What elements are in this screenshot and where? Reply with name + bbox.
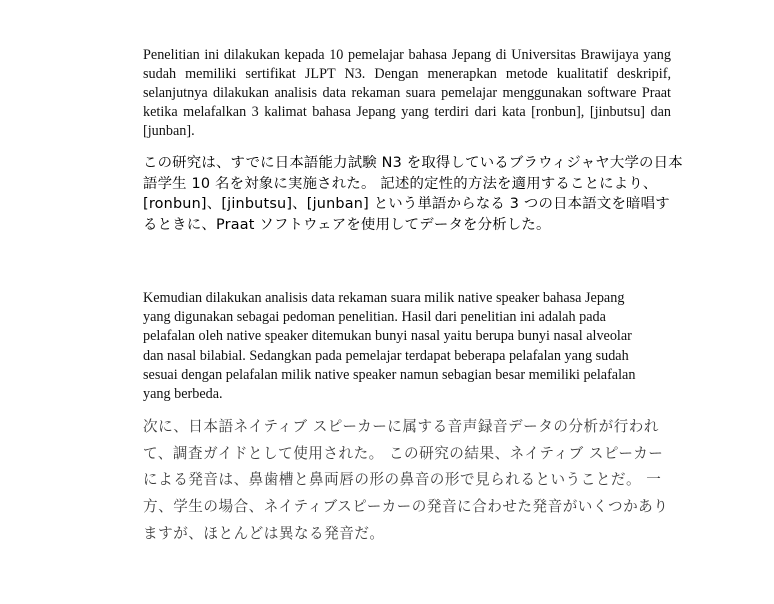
abstract-paragraph-japanese-2: 次に、日本語ネイティブ スピーカーに属する音声録音データの分析が行われて、調査ガイドとして使用された。 この研究の結果、ネイティブ スピーカーによる発音は、鼻歯槽と鼻両唇の形の鼻音の形で見られるということだ。 一方、学生の場合、ネイティブスピーカーの発音に合わせた発音がいくつかありますが、ほとんどは異なる発音だ。: [143, 418, 669, 542]
abstract-paragraph-japanese-1: この研究は、すでに日本語能力試験 N3 を取得しているブラウィジャヤ大学の日本語学生 10 名を対象に実施された。 記述的定性的方法を適用することにより、[ronbun]、[jinbutsu]、[junban] という単語からなる 3 つの日本語文を暗唱するときに、Praat ソフトウェアを使用してデータを分析した。: [143, 155, 683, 234]
abstract-paragraph-indonesian-1: Penelitian ini dilakukan kepada 10 pemelajar bahasa Jepang di Universitas Brawijaya yang sudah memiliki sertifikat JLPT N3. Dengan menerapkan metode kualitatif deskripif, selanjutnya dilakukan analisis data rekaman suara pemelajar menggunakan software Praat ketika melafalkan 3 kalimat bahasa Jepang yang terdiri dari kata [ronbun], [jinbutsu] dan [junban].: [143, 47, 671, 139]
abstract-paragraph-indonesian-2: Kemudian dilakukan analisis data rekaman suara milik native speaker bahasa Jepang yang digunakan sebagai pedoman penelitian. Hasil dari penelitian ini adalah pada pelafalan oleh native speaker ditemukan bunyi nasal yaitu berupa bunyi nasal alveolar dan nasal bilabial. Sedangkan pada pemelajar terdapat beberapa pelafalan yang sudah sesuai dengan pelafalan milik native speaker namun sebagian besar memiliki pelafalan yang berbeda.: [143, 290, 636, 403]
